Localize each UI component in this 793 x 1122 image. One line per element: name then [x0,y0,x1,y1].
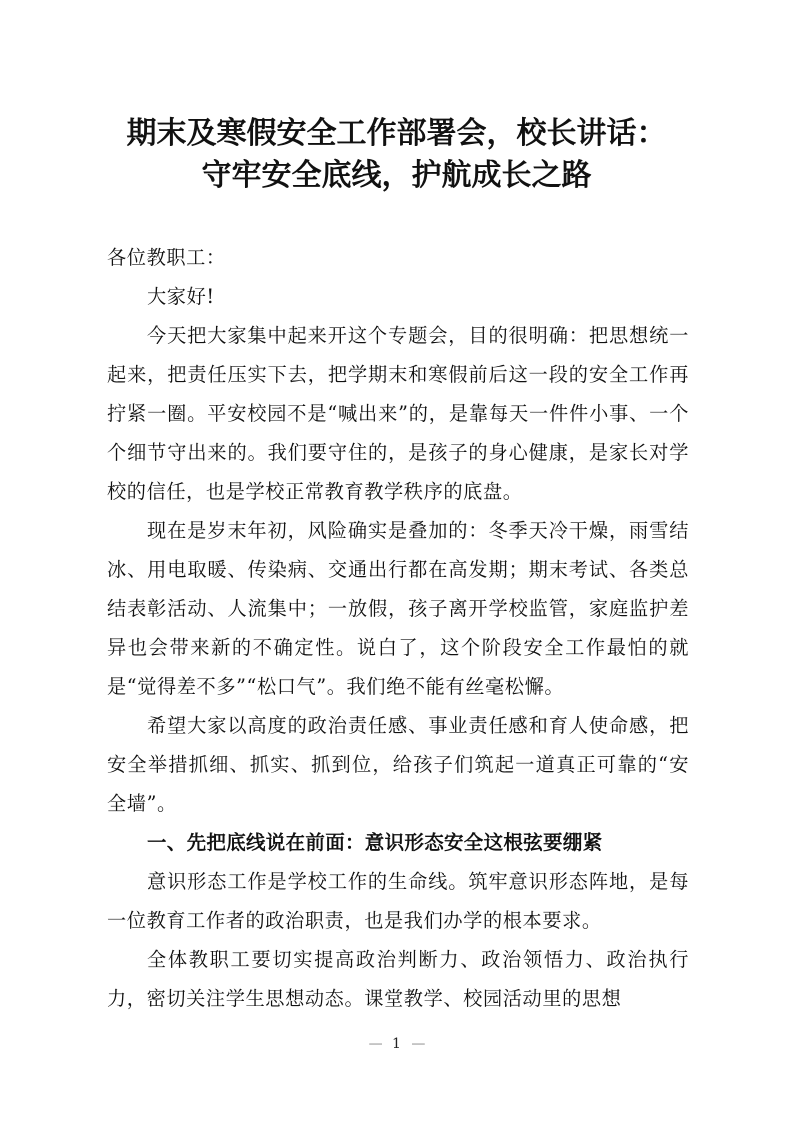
document-title [60,113,733,197]
greeting: 大家好! [147,285,215,308]
paragraph-expectation: 希望大家以高度的政治责任感、事业责任感和育人使命感，把安全举措抓细、抓实、抓到位，给孩子们筑起一道真正可靠的“安全墙”。 [107,714,689,815]
title-line-2: 守牢安全底线，护航成长之路 [201,158,592,193]
section1-paragraph-2: 全体教职工要切实提高政治判断力、政治领悟力、政治执行力，密切关注学生思想动态。课堂教学、校园活动里的思想 [107,948,689,1010]
paragraph-risks: 现在是岁末年初，风险确实是叠加的：冬季天冷干燥，雨雪结冰、用电取暖、传染病、交通出行都在高发期；期末考试、各类总结表彰活动、人流集中；一放假，孩子离开学校监管，家庭监护差异也会带来新的不确定性。说白了，这个阶段安全工作最怕的就是“觉得差不多”“松口气”。我们绝不能有丝毫松懈。 [107,519,689,698]
page-footer [0,1036,793,1052]
footer-dash-right: — [411,1036,425,1052]
paragraph-intro: 今天把大家集中起来开这个专题会，目的很明确：把思想统一起来，把责任压实下去，把学期末和寒假前后这一段的安全工作再拧紧一圈。平安校园不是“喊出来”的，是靠每天一件件小事、一个个细节守出来的。我们要守住的，是孩子的身心健康，是家长对学校的信任，也是学校正常教育教学秩序的底盘。 [107,324,689,503]
salutation: 各位教职工： [107,246,226,269]
section1-paragraph-1: 意识形态工作是学校工作的生命线。筑牢意识形态阵地，是每一位教育工作者的政治职责，也是我们办学的根本要求。 [107,870,689,932]
page-number: 1 [392,1036,401,1052]
section-heading-1: 一、先把底线说在前面：意识形态安全这根弦要绷紧 [147,831,603,854]
document-body [107,238,689,1018]
title-line-1: 期末及寒假安全工作部署会，校长讲话： [126,116,667,151]
footer-dash-left: — [368,1036,382,1052]
